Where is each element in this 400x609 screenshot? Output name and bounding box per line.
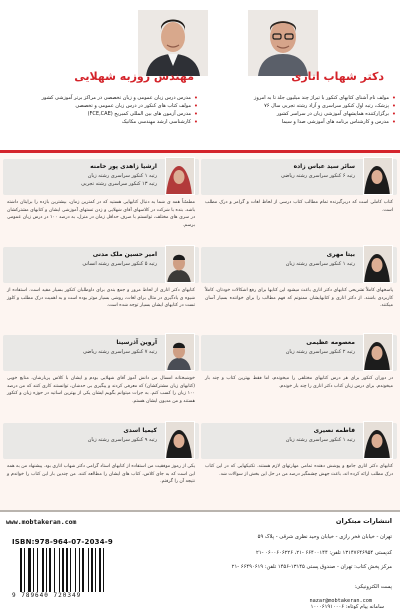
student-rank-secondary: رتبه ۱۳ کنکور سراسری رشته تجربی (81, 181, 157, 187)
student-photo (165, 157, 195, 195)
student-photo (165, 333, 195, 371)
testimonial-quote: یکی از رموز موفقیت من استفاده از کتابهای استاد گرامی دکتر شهاب اناری بود. پیشنهاد من به همه این است که به جای کلاس، کتاب های ایشان را مطالعه کنند. من چندین بار این کتاب را خواندم و نتیجه آن را گرفتم. (7, 464, 195, 485)
author-shahlaei (6, 10, 198, 150)
testimonial-header (3, 335, 199, 371)
author-bio-item: • مدرس و کارشناس برنامه های آموزشی صدا و سیما (206, 118, 396, 126)
testimonial-card (201, 157, 397, 247)
authors-band (0, 0, 400, 152)
barcode (18, 548, 126, 592)
publisher-phones: کدپستی ۱۳۱۴۷۶۴۶۹۵۴ تلفن: ۶۶۴۰۰۱۴۴ -۲۱، ۰۶۰۰۶۰۶۲۲۶ -۲۱ (256, 550, 392, 556)
student-photo (363, 421, 393, 459)
student-name: فاطمه نصیری (313, 427, 355, 434)
student-rank: رتبه ۱ کنکور سراسری رشته زبان (285, 261, 355, 267)
student-photo (165, 245, 195, 283)
author-anari (204, 10, 396, 150)
student-photo (363, 245, 393, 283)
student-name: امیر حسین ملک مدنی (92, 251, 157, 258)
publisher-email: nazar@mobtakeran.com (309, 598, 372, 604)
publisher-distribution: مرکز پخش کتاب: تهران - صندوق پستی ۱۳۱۴۵-۱۴۵۶ تلفن: ۶۶۴۹۰۶۱۹ -۲۱ (231, 564, 392, 570)
testimonial-card (201, 421, 397, 511)
testimonial-quote: کتاب کاملی است که دربرگیرنده تمام مطالب کتاب درسی از لحاظ لغات و گرامر و درک مطلب است. (205, 200, 393, 213)
author-bio-item: • کارشناسی ارشد مهندسی مکانیک (8, 118, 198, 126)
publisher-email-label: پست الکترونیکی: (354, 584, 392, 590)
testimonial-header (201, 247, 397, 283)
testimonial-card (201, 333, 397, 423)
publisher-address: تهران - خیابان فخر رازی - خیابان وحید نظری شرقی - پلاک ۵۹ (257, 534, 392, 540)
testimonial-header (3, 247, 199, 283)
author-bio-item: • مدرس درس زبان عمومی و زبان تخصصی در مراکز برتر آموزشی کشور (8, 94, 198, 102)
author-name: دکتر شهاب اناری (291, 70, 384, 83)
student-rank: رتبه ۱ کنکور سراسری رشته زبان (87, 173, 157, 179)
testimonial-header (201, 423, 397, 459)
author-bio-item: • مولف نام آشنای کتابهای کنکور با تیراژ چند میلیون جلد تا به امروز (206, 94, 396, 102)
testimonial-card (201, 245, 397, 335)
author-photo (138, 10, 208, 76)
testimonial-header (3, 159, 199, 195)
student-rank: رتبه ۵ کنکور سراسری رشته انسانی (82, 261, 157, 267)
student-name: سائر سید عباس زاده (293, 163, 355, 170)
testimonial-quote: در دوران کنکور برای هر درس کتابهای مختلفی را میخوندم، اما فقط بهترین کتاب و چند بار میخوندم. برای درس زبان کتاب دکتر اناری را چند بار خوندم. (205, 376, 393, 389)
author-bio-list (8, 94, 198, 126)
testimonial-card (3, 421, 199, 511)
testimonial-header (201, 335, 397, 371)
student-rank: رتبه ۶ کنکور سراسری رشته ریاضی (280, 173, 355, 179)
author-bio-item: • پزشک، رتبه اول کنکور سراسری و آزاد رشته تجربی سال ۷۶ (206, 102, 396, 110)
student-rank: رتبه ۱ کنکور سراسری رشته زبان (285, 437, 355, 443)
student-rank: رتبه ۹ کنکور سراسری رشته زبان (87, 437, 157, 443)
testimonial-quote: کتابهای دکتر اناری جامع و پوشش دهنده تمامی مهارتهای لازم هستند. تکنیکهایی که در این کتاب درک مطلب ارائه کرده اند، باعث جهش چشمگیر درصد من در حل این بخش از سوالات شد. (205, 464, 393, 477)
author-name: مهندس روزبه شهلایی (74, 70, 194, 83)
testimonial-card (3, 333, 199, 423)
testimonial-header (3, 423, 199, 459)
student-photo (363, 333, 393, 371)
testimonial-card (3, 245, 199, 335)
author-bio-item: • مدرس آزمون های بین المللی کمبریج (FCE,CAE) (8, 110, 198, 118)
author-photo (248, 10, 318, 76)
barcode-digits: 9 789640 720349 (12, 592, 82, 599)
student-name: کیمیا اسدی (123, 427, 157, 434)
testimonial-quote: خوشبختانه امسال من دانش آموز آقای شهلایی بودم و ایشان با کلاس پربارشان، منابع خوبی (کتابهای زبان مشترکشان) که معرفی کردند و پیگیری بی حدشان، توانستند کاری کنند که من درصد ۱۰۰ زبان را کسب کنم. به جرات میتوانم بگویم ایشان یکی از بهترین اساتید در حوزه زبان و کنکور هستند و من مدیون ایشان هستم. (7, 376, 195, 404)
author-bio-item: • برگزارکننده همایشهای آموزشی زبان در سراسر کشور (206, 110, 396, 118)
testimonial-quote: مطمئناً همه ی شما به دنبال کتابهایی هستید که در کمترین زمان، بیشترین بازده را برایتان داشته باشد. بنده با شرکت در کلاسهای آقای شهلایی و زدن تستهای آموزشی ایشان و کتابهای مشترکشان در سری های مختلف، توانستم با صرف حداقل زمان در منزل، به درصد ۱۰۰ در درس زبان عمومی برسم. (7, 200, 195, 228)
student-name: معصومه عظیمی (306, 339, 355, 346)
student-photo (165, 421, 195, 459)
testimonial-header (201, 159, 397, 195)
student-name: بیتا مهری (326, 251, 355, 258)
testimonials-section (0, 150, 400, 510)
publisher-sms: سامانه پیام کوتاه: ۱۰۰۰۶۱۹۱۰۰۰۶ (310, 604, 384, 609)
student-name: ارشیا زاهدی پور خامنه (90, 163, 157, 170)
student-rank: رتبه ۲ کنکور سراسری رشته زبان (285, 349, 355, 355)
publisher-footer (0, 510, 400, 609)
author-bio-item: • مولف کتاب های کنکور در درس زبان عمومی و تخصصی (8, 102, 198, 110)
testimonial-quote: پاسخهای کاملاً تشریحی کتابهای دکتر اناری باعث میشود این کتابها برای رفع اشکالات خودتان، کاملاً کاربردی باشند. از دکتر اناری و کتابهایشان ممنونم که فهم مطالب را برای خواننده بسیار آسان میکنند. (205, 288, 393, 309)
publisher-name: انتشارات مبتکران (335, 517, 392, 525)
student-rank: رتبه ۷ کنکور سراسری رشته ریاضی (82, 349, 157, 355)
student-name: آروین آذرسینا (116, 339, 157, 346)
student-photo (363, 157, 393, 195)
testimonial-quote: کتابهای دکتر اناری از لحاظ مرور و جمع بندی برای داوطلبان کنکور بسیار مفید است. استفاده از شیوه ی یادگیری در مثال برای لغات، روشی بسیار موثر بوده است و به اهمیت درک مطلب و کلوز تست در کتابهای ایشان بسیار توجه شده است. (7, 288, 195, 309)
isbn-label: ISBN:978-964-07-2034-9 (12, 538, 113, 546)
author-bio-list (206, 94, 396, 126)
testimonial-card (3, 157, 199, 247)
publisher-website: www.mobtakeran.com (6, 518, 77, 526)
